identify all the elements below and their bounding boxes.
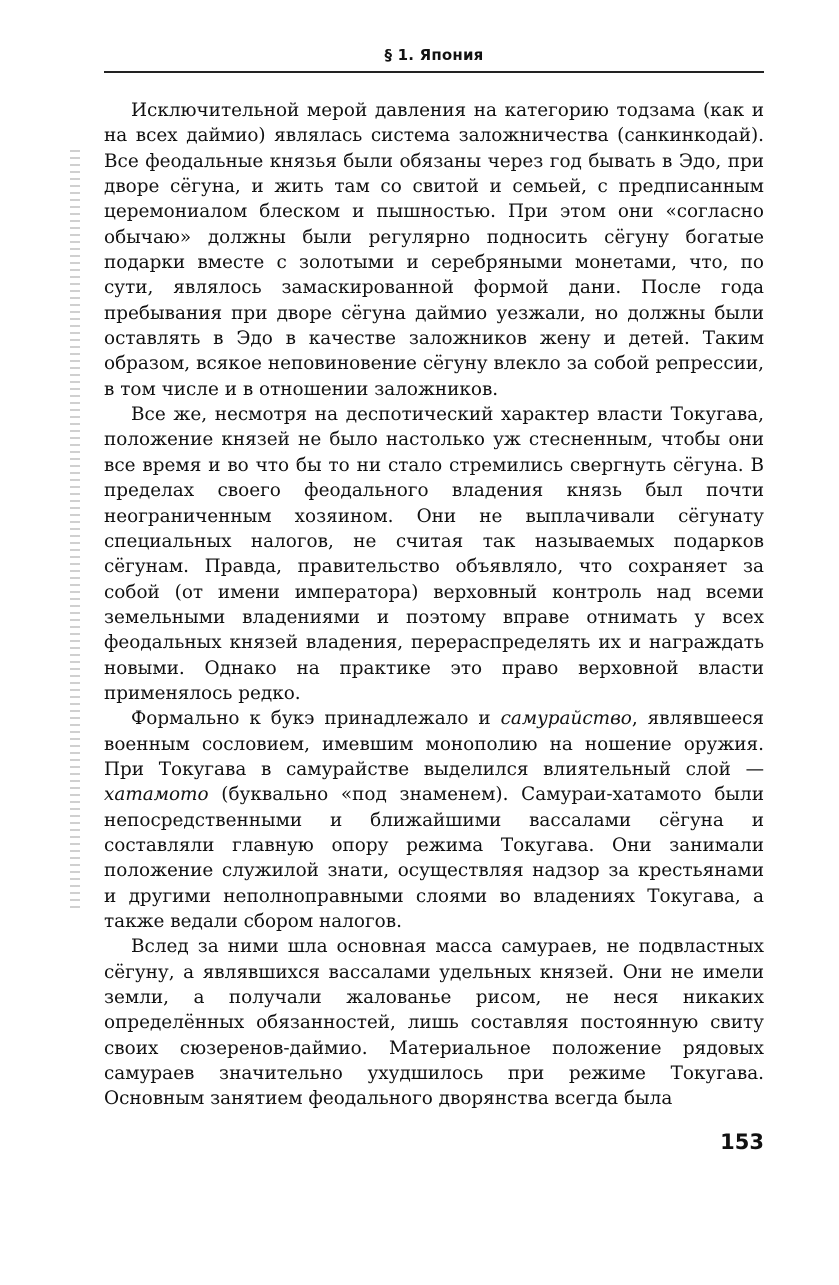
paragraph-2 bbox=[104, 402, 764, 706]
binding-shadow bbox=[70, 150, 80, 910]
paragraph-3-text-c: (буквально «под знаменем). Самураи-хатамото были непосредственными и ближайшими вассалами сёгуна и составляли главную опору режима Токугава. Они занимали положение служилой знати, осуществляя надзор за крестьянами и другими неполноправными слоями во владениях Токугава, а также ведали сбором налогов. bbox=[104, 784, 764, 932]
term-hatamoto: хатамото bbox=[104, 784, 209, 806]
paragraph-3-text-a: Формально к букэ принадлежало и bbox=[131, 708, 501, 730]
paragraph-2-text: Все же, несмотря на деспотический характер власти Токугава, положение князей не было настолько уж стесненным, чтобы они все время и во что бы то ни стало стремились свергнуть сёгуна. В пределах своего феодального владения князь был почти неограниченным хозяином. Они не выплачивали сёгунату специальных налогов, не считая так называемых подарков сёгунам. Правда, правительство объявляло, что сохраняет за собой (от имени императора) верховный контроль над всеми земельными владениями и поэтому вправе отнимать у всех феодальных князей владения, перераспределять их и награждать новыми. Однако на практике это право верховной власти применялось редко. bbox=[104, 404, 764, 704]
term-samurai: самурайство bbox=[500, 708, 632, 730]
running-head: § 1. Япония bbox=[384, 46, 484, 64]
body-text bbox=[104, 98, 764, 1112]
header-rule bbox=[104, 71, 764, 73]
paragraph-4-text: Вслед за ними шла основная масса самураев, не подвластных сёгуну, а являвшихся вассалами удельных князей. Они не имели земли, а получали жалованье рисом, не неся никаких определённых обязанностей, лишь составляя постоянную свиту своих сюзеренов-даймио. Материальное положение рядовых самураев значительно ухудшилось при режиме Токугава. Основным занятием феодального дворянства всегда была bbox=[104, 936, 764, 1110]
paragraph-4 bbox=[104, 934, 764, 1111]
paragraph-3-text-b: , являвшееся военным сословием, имевшим монополию на ношение оружия. При Токугава в самурайстве выделился влиятельный слой — bbox=[104, 708, 765, 780]
paragraph-3 bbox=[104, 706, 764, 934]
paragraph-1-text: Исключительной мерой давления на категорию тодзама (как и на всех даймио) являлась система заложничества (санкинкодай). Все феодальные князья были обязаны через год бывать в Эдо, при дворе сёгуна, и жить там со свитой и семьей, с предписанным церемониалом блеском и пышностью. При этом они «согласно обычаю» должны были регулярно подносить сёгуну богатые подарки вместе с золотыми и серебряными монетами, что, по сути, являлось замаскированной формой дани. После года пребывания при дворе сёгуна даймио уезжали, но должны были оставлять в Эдо в качестве заложников жену и детей. Таким образом, всякое неповиновение сёгуну влекло за собой репрессии, в том числе и в отношении заложников. bbox=[104, 100, 764, 400]
page-number: 153 bbox=[720, 1130, 764, 1154]
paragraph-1 bbox=[104, 98, 764, 402]
